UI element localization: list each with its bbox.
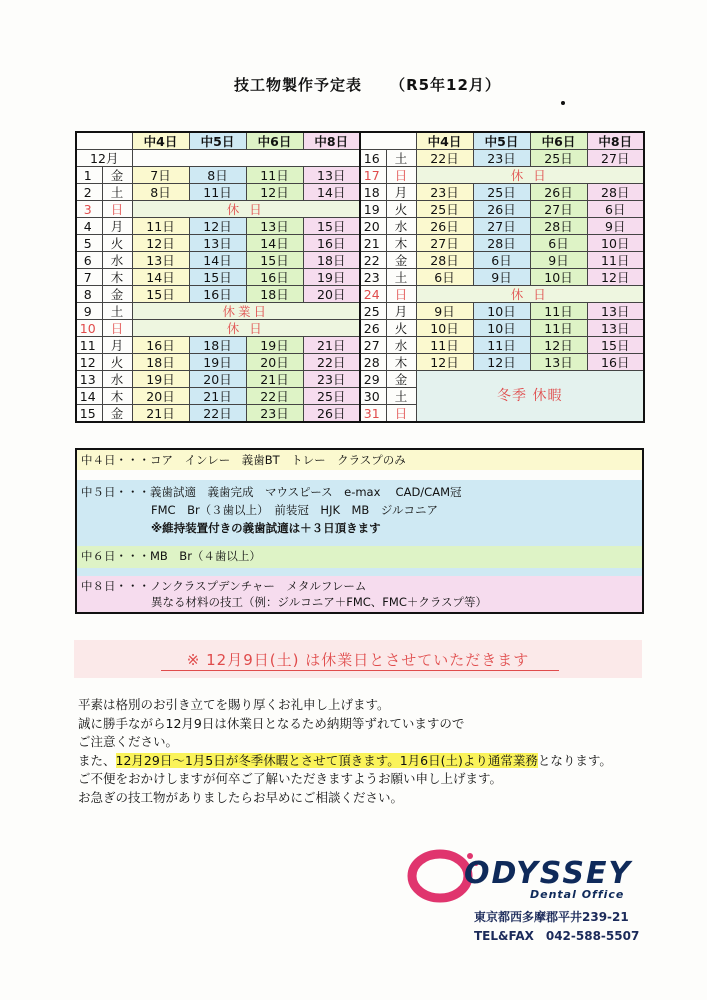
day-of-week: 水 <box>102 371 132 388</box>
due-date-cell: 6日 <box>530 235 587 252</box>
due-date-cell: 28日 <box>473 235 530 252</box>
header-row <box>76 132 644 150</box>
due-date-cell: 19日 <box>303 269 360 286</box>
due-date-cell: 14日 <box>303 184 360 201</box>
message-line-4a: また、 <box>78 752 116 768</box>
due-date-cell: 11日 <box>132 218 189 235</box>
due-date-cell: 9日 <box>473 269 530 286</box>
due-date-cell: 14日 <box>189 252 246 269</box>
day-of-week: 月 <box>386 184 416 201</box>
table-row <box>76 167 644 184</box>
due-date-cell: 12日 <box>132 235 189 252</box>
due-date-cell: 8日 <box>132 184 189 201</box>
message-line-3: ご注意ください。 <box>78 734 179 749</box>
day-number: 7 <box>76 269 102 286</box>
day-number: 13 <box>76 371 102 388</box>
due-date-cell: 9日 <box>587 218 644 235</box>
due-date-cell: 23日 <box>473 150 530 167</box>
due-date-cell: 10日 <box>416 320 473 337</box>
day-of-week: 火 <box>386 320 416 337</box>
day-of-week: 水 <box>386 218 416 235</box>
table-row <box>76 201 644 218</box>
due-date-cell: 12日 <box>416 354 473 371</box>
day-of-week: 金 <box>386 371 416 388</box>
table-row <box>76 252 644 269</box>
day-of-week: 木 <box>102 269 132 286</box>
due-date-cell: 11日 <box>189 184 246 201</box>
due-date-cell: 9日 <box>530 252 587 269</box>
holiday-cell: 休 日 <box>132 320 360 337</box>
due-date-cell: 22日 <box>189 405 246 423</box>
day-number: 19 <box>360 201 386 218</box>
column-header: 中6日 <box>246 132 303 150</box>
due-date-cell: 18日 <box>189 337 246 354</box>
due-date-cell: 15日 <box>246 252 303 269</box>
month-label: 12月 <box>76 150 132 167</box>
due-date-cell: 20日 <box>189 371 246 388</box>
due-date-cell: 16日 <box>587 354 644 371</box>
address-line: 東京都西多摩郡平井239-21 <box>474 910 629 924</box>
due-date-cell: 23日 <box>246 405 303 423</box>
empty-cell <box>132 150 360 167</box>
due-date-cell: 26日 <box>416 218 473 235</box>
message-body <box>78 696 703 807</box>
holiday-cell: 休 日 <box>416 167 644 184</box>
due-date-cell: 28日 <box>416 252 473 269</box>
day-of-week: 水 <box>386 337 416 354</box>
day-number: 21 <box>360 235 386 252</box>
due-date-cell: 15日 <box>189 269 246 286</box>
legend-5day-line2: FMC Br（３歯以上） 前装冠 HJK MB ジルコニア <box>151 503 439 517</box>
table-row <box>76 303 644 320</box>
day-number: 18 <box>360 184 386 201</box>
due-date-cell: 23日 <box>303 371 360 388</box>
message-line-5: ご不便をおかけしますが何卒ご了解いただきますようお願い申し上げます。 <box>78 771 503 786</box>
due-date-cell: 16日 <box>189 286 246 303</box>
due-date-cell: 12日 <box>246 184 303 201</box>
closure-notice <box>74 640 642 678</box>
day-number: 30 <box>360 388 386 405</box>
day-number: 26 <box>360 320 386 337</box>
due-date-cell: 11日 <box>530 303 587 320</box>
table-row <box>76 354 644 371</box>
due-date-cell: 19日 <box>189 354 246 371</box>
table-row <box>76 150 644 167</box>
header-blank <box>76 132 132 150</box>
address-block <box>474 908 639 946</box>
due-date-cell: 25日 <box>416 201 473 218</box>
day-number: 12 <box>76 354 102 371</box>
day-of-week: 土 <box>102 184 132 201</box>
due-date-cell: 15日 <box>132 286 189 303</box>
holiday-cell: 休 日 <box>416 286 644 303</box>
due-date-cell: 10日 <box>473 303 530 320</box>
title-main: 技工物製作予定表 <box>234 76 363 94</box>
due-date-cell: 12日 <box>587 269 644 286</box>
logo-sub: Dental Office <box>530 888 625 901</box>
day-number: 8 <box>76 286 102 303</box>
table-row <box>76 184 644 201</box>
winter-break-cell: 冬季 休暇 <box>416 371 644 423</box>
due-date-cell: 7日 <box>132 167 189 184</box>
due-date-cell: 16日 <box>303 235 360 252</box>
day-of-week: 日 <box>102 201 132 218</box>
table-row <box>76 371 644 388</box>
due-date-cell: 22日 <box>416 150 473 167</box>
due-date-cell: 6日 <box>587 201 644 218</box>
column-header: 中4日 <box>132 132 189 150</box>
due-date-cell: 28日 <box>530 218 587 235</box>
day-number: 17 <box>360 167 386 184</box>
due-date-cell: 18日 <box>132 354 189 371</box>
due-date-cell: 11日 <box>473 337 530 354</box>
day-number: 3 <box>76 201 102 218</box>
due-date-cell: 13日 <box>587 320 644 337</box>
header-blank <box>360 132 416 150</box>
due-date-cell: 27日 <box>587 150 644 167</box>
day-number: 4 <box>76 218 102 235</box>
column-header: 中5日 <box>189 132 246 150</box>
table-row <box>76 286 644 303</box>
notice-underline <box>161 670 559 671</box>
due-date-cell: 18日 <box>303 252 360 269</box>
day-of-week: 土 <box>386 388 416 405</box>
day-number: 22 <box>360 252 386 269</box>
due-date-cell: 28日 <box>587 184 644 201</box>
due-date-cell: 27日 <box>473 218 530 235</box>
due-date-cell: 6日 <box>416 269 473 286</box>
day-number: 14 <box>76 388 102 405</box>
day-of-week: 金 <box>102 405 132 423</box>
due-date-cell: 20日 <box>132 388 189 405</box>
day-of-week: 土 <box>102 303 132 320</box>
day-of-week: 日 <box>386 167 416 184</box>
table-row <box>76 218 644 235</box>
day-number: 9 <box>76 303 102 320</box>
due-date-cell: 15日 <box>303 218 360 235</box>
day-of-week: 金 <box>102 167 132 184</box>
day-number: 5 <box>76 235 102 252</box>
legend-5day <box>77 480 642 588</box>
due-date-cell: 21日 <box>132 405 189 423</box>
due-date-cell: 8日 <box>189 167 246 184</box>
due-date-cell: 12日 <box>189 218 246 235</box>
day-number: 27 <box>360 337 386 354</box>
message-line-4d: となります。 <box>537 752 612 768</box>
day-of-week: 日 <box>102 320 132 337</box>
day-of-week: 火 <box>102 354 132 371</box>
day-of-week: 木 <box>386 235 416 252</box>
due-date-cell: 13日 <box>530 354 587 371</box>
stray-dot <box>561 101 565 105</box>
due-date-cell: 20日 <box>246 354 303 371</box>
day-number: 6 <box>76 252 102 269</box>
tel-fax-line: TEL&FAX 042-588-5507 <box>474 929 640 943</box>
message-line-4 <box>78 752 703 771</box>
day-of-week: 月 <box>102 337 132 354</box>
schedule-table <box>75 131 645 423</box>
day-of-week: 木 <box>102 388 132 405</box>
day-number: 16 <box>360 150 386 167</box>
table-row <box>76 337 644 354</box>
day-of-week: 月 <box>102 218 132 235</box>
day-number: 25 <box>360 303 386 320</box>
due-date-cell: 10日 <box>473 320 530 337</box>
day-of-week: 火 <box>102 235 132 252</box>
due-date-cell: 27日 <box>530 201 587 218</box>
message-line-6: お急ぎの技工物がありましたらお早めにご相談ください。 <box>78 789 404 805</box>
day-number: 15 <box>76 405 102 423</box>
due-date-cell: 26日 <box>473 201 530 218</box>
day-number: 29 <box>360 371 386 388</box>
table-row <box>76 320 644 337</box>
due-date-cell: 26日 <box>530 184 587 201</box>
due-date-cell: 21日 <box>189 388 246 405</box>
due-date-cell: 19日 <box>132 371 189 388</box>
due-date-cell: 25日 <box>303 388 360 405</box>
due-date-cell: 11日 <box>587 252 644 269</box>
legend-8day-line2: 異なる材料の技工（例：ジルコニア＋FMC、FMC＋クラスプ等） <box>151 595 487 609</box>
column-header: 中8日 <box>587 132 644 150</box>
due-date-cell: 14日 <box>132 269 189 286</box>
logo-word: ODYSSEY <box>464 856 633 891</box>
legend-6day: 中６日・・・MB Br（４歯以上） <box>77 546 642 568</box>
day-of-week: 土 <box>386 150 416 167</box>
title-sub: （R5年12月） <box>390 76 501 94</box>
due-date-cell: 27日 <box>416 235 473 252</box>
due-date-cell: 12日 <box>473 354 530 371</box>
day-number: 24 <box>360 286 386 303</box>
due-date-cell: 22日 <box>303 354 360 371</box>
legend-8day <box>77 576 642 612</box>
due-date-cell: 16日 <box>246 269 303 286</box>
day-of-week: 土 <box>386 269 416 286</box>
day-of-week: 月 <box>386 303 416 320</box>
legend-4day: 中４日・・・コア インレー 義歯BT トレー クラスプのみ <box>77 450 642 470</box>
day-of-week: 水 <box>102 252 132 269</box>
day-number: 10 <box>76 320 102 337</box>
due-date-cell: 22日 <box>246 388 303 405</box>
closure-notice-text: ※ 12月9日(土) は休業日とさせていただきます <box>186 651 530 669</box>
due-date-cell: 13日 <box>303 167 360 184</box>
due-date-cell: 15日 <box>587 337 644 354</box>
legend-5day-line1: 中５日・・・義歯試適 義歯完成 マウスピース e-max CAD/CAM冠 <box>81 485 462 499</box>
day-of-week: 木 <box>386 354 416 371</box>
table-row <box>76 235 644 252</box>
due-date-cell: 25日 <box>530 150 587 167</box>
due-date-cell: 14日 <box>246 235 303 252</box>
holiday-cell: 休業日 <box>132 303 360 320</box>
day-of-week: 日 <box>386 405 416 423</box>
table-row <box>76 269 644 286</box>
day-number: 2 <box>76 184 102 201</box>
day-number: 31 <box>360 405 386 423</box>
due-date-cell: 11日 <box>530 320 587 337</box>
message-line-2: 誠に勝手ながら12月9日は休業日となるため納期等ずれていますので <box>78 715 465 731</box>
due-date-cell: 10日 <box>530 269 587 286</box>
resume-highlight: 1月6日(土)より通常業務 <box>399 752 538 768</box>
day-of-week: 日 <box>386 286 416 303</box>
column-header: 中8日 <box>303 132 360 150</box>
due-date-cell: 9日 <box>416 303 473 320</box>
due-date-cell: 10日 <box>587 235 644 252</box>
column-header: 中6日 <box>530 132 587 150</box>
legend-8day-line1: 中８日・・・ノンクラスプデンチャー メタルフレーム <box>81 579 367 593</box>
due-date-cell: 13日 <box>246 218 303 235</box>
page-title <box>0 74 707 95</box>
day-number: 11 <box>76 337 102 354</box>
due-date-cell: 13日 <box>189 235 246 252</box>
day-of-week: 金 <box>386 252 416 269</box>
winter-break-highlight: 12月29日〜1月5日が冬季休暇とさせて頂きます。 <box>115 752 400 768</box>
day-number: 20 <box>360 218 386 235</box>
legend-5day-note: ※維持装置付きの義歯試適は＋３日頂きます <box>151 521 381 535</box>
due-date-cell: 21日 <box>246 371 303 388</box>
due-date-cell: 20日 <box>303 286 360 303</box>
due-date-cell: 13日 <box>132 252 189 269</box>
day-number: 28 <box>360 354 386 371</box>
legend-box <box>75 448 644 614</box>
due-date-cell: 19日 <box>246 337 303 354</box>
column-header: 中4日 <box>416 132 473 150</box>
holiday-cell: 休 日 <box>132 201 360 218</box>
due-date-cell: 11日 <box>416 337 473 354</box>
due-date-cell: 11日 <box>246 167 303 184</box>
day-number: 23 <box>360 269 386 286</box>
column-header: 中5日 <box>473 132 530 150</box>
day-of-week: 金 <box>102 286 132 303</box>
due-date-cell: 18日 <box>246 286 303 303</box>
due-date-cell: 21日 <box>303 337 360 354</box>
due-date-cell: 25日 <box>473 184 530 201</box>
due-date-cell: 12日 <box>530 337 587 354</box>
day-number: 1 <box>76 167 102 184</box>
day-of-week: 火 <box>386 201 416 218</box>
message-line-1: 平素は格別のお引き立てを賜り厚くお礼申し上げます。 <box>78 697 390 712</box>
due-date-cell: 26日 <box>303 405 360 423</box>
due-date-cell: 23日 <box>416 184 473 201</box>
company-logo <box>406 848 638 906</box>
due-date-cell: 13日 <box>587 303 644 320</box>
due-date-cell: 6日 <box>473 252 530 269</box>
due-date-cell: 16日 <box>132 337 189 354</box>
